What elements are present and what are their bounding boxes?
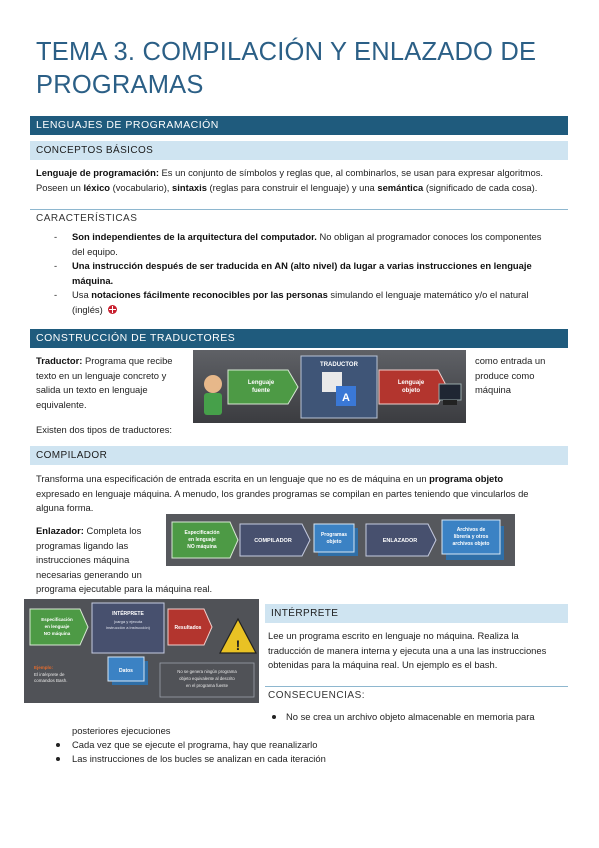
tipos-text: Existen dos tipos de traductores: [36,424,173,435]
def-text-2d: (significado de cada cosa). [423,181,538,193]
enlazador-line3: instrucciones máquina [36,554,130,565]
consecuencias-item-3 [56,752,556,767]
compilador-diagram [166,514,515,566]
traductor-line3: salida un texto en lenguaje [36,384,148,395]
divider [30,209,568,210]
title-line-2: PROGRAMAS [36,71,204,99]
consecuencias-item-2 [56,738,556,753]
term-lexico: léxico [83,181,111,193]
interprete-line3: obtenidas para la máquina real. Un ejemplo es el bash. [268,659,498,670]
i-center-sub1: (carga y ejecuta [113,619,143,624]
term-semantica: semántica [377,181,424,193]
i-box1-3: NO máquina [43,631,71,636]
compilador-paragraph [36,472,576,516]
item2-line2: máquina. [72,274,114,286]
c-box5-3: archivos objeto [452,541,490,547]
interprete-heading: INTÉRPRETE [265,604,568,623]
c-box5-1: Archivos de [456,527,486,533]
traductor-line1: Programa que recibe [82,355,173,366]
def-text-2a: Poseen un [36,181,84,193]
compilador-p1a: Transforma una especificación de entrada escrita en un lenguaje que no es de máquina en un [36,473,430,484]
consecuencias-heading: CONSECUENCIAS: [268,690,366,701]
svg-text:!: ! [235,637,241,653]
list-item: - Usa notaciones fácilmente reconocibles por las personas simulando el lenguaje matemático y/o el natural (inglés) [54,289,529,315]
right-line3: máquina [475,384,511,395]
i-note-2: objeto equivalente al descrito [179,676,235,681]
i-datos: Datos [119,668,133,674]
item3-bold: notaciones fácilmente reconocibles por las personas [91,289,328,300]
i-result: Resultados [174,625,202,631]
divider [265,686,568,687]
i-box1-1: Especificación [41,617,73,622]
conseq-item1-line2: posteriores ejecuciones [72,725,171,736]
i-box1-2: en lenguaje [44,624,70,629]
consecuencias-item-1 [268,710,568,725]
diagram-right-1: Lenguaje [397,380,425,386]
uk-flag-icon [108,305,117,314]
page-title [36,36,576,102]
interprete-paragraph [268,629,568,673]
i-ejemplo-1: El intérprete de [34,672,65,677]
caracteristicas-list [54,230,569,317]
traductor-line2: texto en un lenguaje concreto y [36,369,167,381]
diagram-right-2: objeto [402,388,420,394]
item1-line2: del equipo. [72,245,118,257]
conseq-item3: Las instrucciones de los bucles se analizan en cada iteración [72,753,326,764]
enlazador-line4: necesarias generando un [36,568,142,580]
traductor-text [36,354,196,412]
right-line2: produce como [475,369,535,381]
compilador-heading: COMPILADOR [30,446,568,465]
interprete-diagram [24,599,259,703]
caracteristicas-heading: CARACTERÍSTICAS [36,213,138,224]
enlazador-line5: programa ejecutable para la máquina real. [36,583,213,594]
def-text-1: Es un conjunto de símbolos y reglas que, al combinarlos, se usan para expresar algoritmos. [158,167,543,178]
c-box1-1: Especificación [184,530,220,536]
list-item: - Una instrucción después de ser traducida en AN (alto nivel) da lugar a varias instrucciones en lenguaje máquina. [54,260,532,286]
c-box3-2: objeto [326,539,342,545]
def-text-2c: (reglas para construir el lenguaje) y una [206,181,378,193]
item3-line2: (inglés) [72,303,103,315]
i-center-sub2: instrucción a instrucción) [105,625,151,630]
traductor-right-text [475,354,575,398]
i-center-title: INTÉRPRETE [112,611,144,617]
c-box3-1: Programas [320,532,348,538]
term-sintaxis: sintaxis [172,181,207,193]
section-bar-construccion: CONSTRUCCIÓN DE TRADUCTORES [30,329,568,348]
c-box1-3: NO máquina [187,544,217,550]
i-ejemplo-2: comandos Bash. [34,678,68,683]
diagram-left-1: Lenguaje [247,380,275,386]
item1-bold: Son independientes de la arquitectura del computador. [72,231,317,242]
item3-b: simulando el lenguaje matemático y/o el natural [327,289,529,300]
title-line-1: TEMA 3. COMPILACIÓN Y ENLAZADO DE [36,38,537,66]
conseq-item2: Cada vez que se ejecute el programa, hay que reanalizarlo [72,739,318,750]
compilador-bold: programa objeto [429,473,504,484]
item2-line1: Una instrucción después de ser traducida en AN (alto nivel) da lugar a varias instrucciones en lenguaje [72,260,532,271]
i-note-1: No se genera ningún programa [177,669,237,674]
i-ejemplo-label: Ejemplo: [34,665,54,670]
enlazador-line1: Completa los [83,525,142,536]
traductor-term: Traductor: [36,355,83,366]
list-item: - Son independientes de la arquitectura del computador. No obligan al programador conoces los componentes del equipo. [54,231,542,257]
right-line1: como entrada un [475,355,546,366]
def-text-2b: (vocabulario), [110,181,173,193]
diagram-center: TRADUCTOR [320,362,358,368]
i-note-3: en el programa fuente [185,683,229,688]
enlazador-term: Enlazador: [36,525,84,536]
section-bar-lenguajes: LENGUAJES DE PROGRAMACIÓN [30,116,568,135]
compilador-line3: alguna forma. [36,502,94,513]
traductor-line4: equivalente. [36,398,87,410]
interprete-line1: Lee un programa escrito en lenguaje no máquina. Realiza la [268,630,519,641]
c-box2: COMPILADOR [254,538,292,544]
def-term: Lenguaje de programación: [36,167,159,178]
c-box5-2: librería y otros [453,534,489,540]
enlazador-line2: programas ligando las [36,539,129,551]
svg-text:A: A [342,392,350,404]
conceptos-paragraph [36,166,576,195]
diagram-left-2: fuente [252,388,270,394]
item1-rest: No obligan al programador conoces los componentes [316,231,542,242]
traductor-diagram [193,350,466,423]
item3-a: Usa [72,289,92,300]
conseq-item1-line1: No se crea un archivo objeto almacenable en memoria para [286,711,535,722]
c-box4: ENLAZADOR [382,538,418,544]
interprete-line2: traducción de manera interna y ejecuta una a una las instrucciones [268,644,547,656]
compilador-line2: expresado en lenguaje máquina. A menudo, los grandes programas se compilan en partes teniendo que vincularlos de [36,487,529,499]
c-box1-2: en lenguaje [188,537,216,543]
conceptos-heading: CONCEPTOS BÁSICOS [30,141,568,160]
